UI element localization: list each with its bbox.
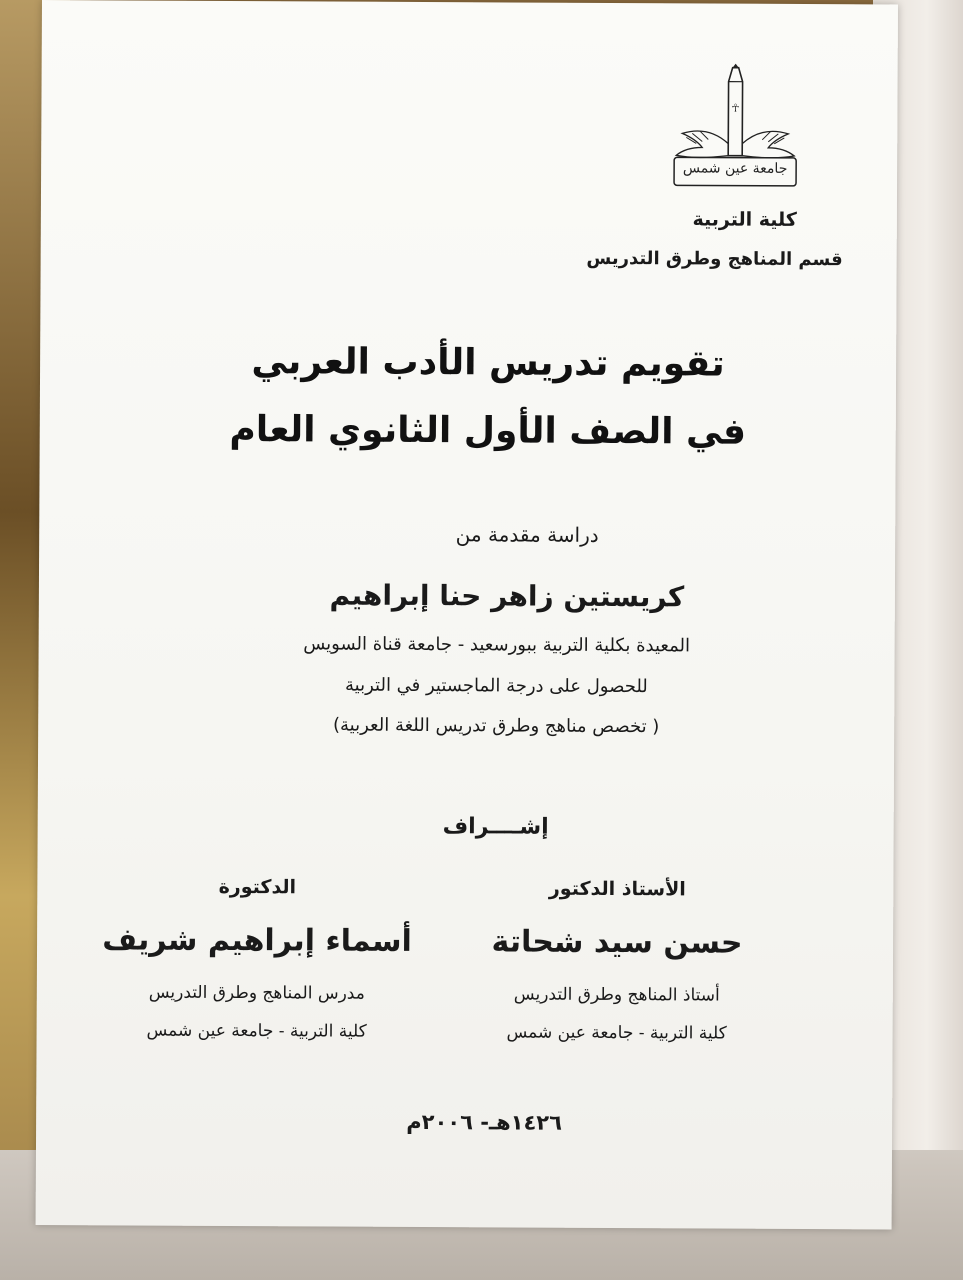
thesis-title-line-2: في الصف الأول الثانوي العام [229,408,747,453]
university-logo-caption: جامعة عين شمس [682,160,788,177]
svg-text:☥: ☥ [731,101,740,115]
specialization: ( تخصص مناهج وطرق تدريس اللغة العربية) [332,714,660,738]
author-name: كريستين زاهر حنا إبراهيم [329,578,685,614]
faculty-name: كلية التربية [692,208,797,231]
supervisor-1-affiliation: كلية التربية - جامعة عين شمس [506,1022,727,1044]
supervisor-1-role: أستاذ المناهج وطرق التدريس [513,984,720,1006]
supervisor-1-name: حسن سيد شحاتة [491,924,743,961]
supervisor-2-rank: الدكتورة [218,875,297,899]
publication-date: ١٤٢٦هـ- ٢٠٠٦م [406,1109,563,1135]
department-name: قسم المناهج وطرق التدريس [586,247,843,271]
degree-statement: للحصول على درجة الماجستير في التربية [344,674,648,698]
ain-shams-university-seal-icon [656,63,817,194]
supervisor-2-affiliation: كلية التربية - جامعة عين شمس [146,1020,367,1042]
supervision-heading: إشــــراف [442,814,549,840]
supervisor-2-role: مدرس المناهج وطرق التدريس [148,982,365,1004]
thesis-title-line-1: تقويم تدريس الأدب العربي [251,341,725,385]
supervisor-2-name: أسماء إبراهيم شريف [102,922,412,959]
supervisor-1-rank: الأستاذ الدكتور [548,877,686,901]
title-page [36,0,898,1229]
author-position: المعيدة بكلية التربية ببورسعيد - جامعة قناة السويس [303,633,691,657]
study-label: دراسة مقدمة من [455,522,599,547]
